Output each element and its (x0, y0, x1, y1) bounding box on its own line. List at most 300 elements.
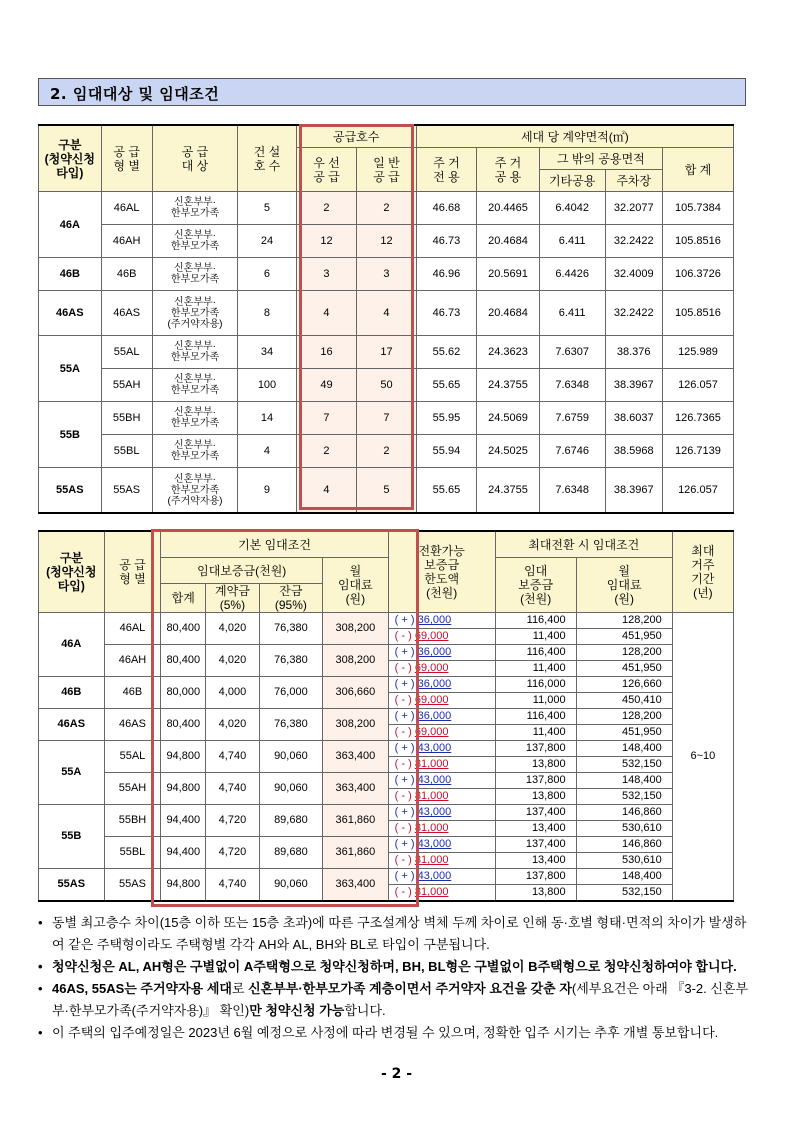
sum-cell: 94,800 (161, 869, 206, 902)
rent-cell: 361,860 (323, 805, 389, 837)
balance-cell: 90,060 (259, 869, 322, 902)
table-cell: 46.68 (416, 192, 477, 225)
max-deposit-plus: 137,800 (495, 773, 576, 789)
text-span: 69,000 (414, 630, 449, 642)
text-span: 형 별 (113, 158, 140, 173)
table-cell: 17 (357, 336, 416, 369)
text-span: 타입) (56, 165, 84, 180)
group-cell: 46A (39, 192, 102, 258)
table-cell (152, 402, 238, 435)
basic-conditions-highlight (151, 529, 419, 907)
text-span: (원) (614, 592, 634, 606)
table-cell: 55BL (101, 435, 152, 468)
table-cell (152, 291, 238, 336)
max-deposit-minus: 13,400 (495, 821, 576, 837)
table-cell: 55.62 (416, 336, 477, 369)
text-span: (청약신청 (46, 565, 97, 579)
type-cell: 46B (104, 677, 161, 709)
group-cell: 55B (39, 402, 102, 468)
group-cell: 55A (39, 741, 105, 805)
table-cell (152, 435, 238, 468)
text-span: 신혼부부· (174, 440, 216, 451)
max-rent-minus: 530,610 (576, 853, 672, 869)
table-cell: 2 (357, 192, 416, 225)
table-cell: 4 (238, 435, 296, 468)
text-span: (천원) (426, 586, 458, 600)
max-rent-plus: 128,200 (576, 709, 672, 725)
table-cell: 32.2422 (605, 291, 662, 336)
text-span: 우 선 (313, 155, 340, 170)
table-cell: 38.376 (605, 336, 662, 369)
text-span: (주거약자용) (167, 318, 223, 330)
text-span: 81,000 (414, 790, 449, 802)
text-span: 신혼부부· (174, 296, 216, 308)
text-span: 거주 (691, 558, 715, 572)
table-cell: 7.6759 (539, 402, 605, 435)
text-span: 공 용 (494, 169, 522, 184)
text-span: (95%) (274, 598, 307, 612)
table-cell: 7.6348 (539, 468, 605, 514)
section-title-bar (38, 78, 746, 106)
table-cell: 2 (296, 435, 357, 468)
max-rent-plus: 146,860 (576, 805, 672, 821)
max-deposit-minus: 13,800 (495, 789, 576, 805)
table-cell: 34 (238, 336, 296, 369)
group-cell: 46B (39, 677, 105, 709)
max-rent-plus: 128,200 (576, 613, 672, 629)
text-span: ( - ) (394, 726, 412, 738)
max-rent-minus: 451,950 (576, 629, 672, 645)
table-cell: 20.5691 (477, 258, 540, 291)
text-span: 81,000 (414, 822, 449, 834)
balance-cell: 90,060 (259, 773, 322, 805)
table-cell: 4 (296, 468, 357, 514)
group-cell: 55A (39, 336, 102, 402)
text-span: 공 급 (181, 144, 209, 159)
max-rent-minus: 530,610 (576, 821, 672, 837)
max-deposit-plus: 137,800 (495, 741, 576, 757)
text-span: 임대 (524, 564, 548, 578)
text-span: (청약신청 (44, 151, 95, 166)
down-cell: 4,000 (206, 677, 260, 709)
header-other: 그 밖의 공용면적 (539, 148, 662, 170)
table-cell: 55.94 (416, 435, 477, 468)
sum-cell: 80,000 (161, 677, 206, 709)
supply-units-highlight (299, 124, 414, 510)
text-span: 공 급 (373, 169, 400, 184)
table-cell: 32.2422 (605, 225, 662, 258)
header-sum: 합계 (161, 584, 206, 613)
sum-cell: 80,400 (161, 613, 206, 645)
text-span: 로 (231, 981, 249, 996)
table-cell: 50 (357, 369, 416, 402)
text-span: 한부모가족 (170, 484, 220, 496)
table-cell: 55.65 (416, 369, 477, 402)
max-rent-plus: 148,400 (576, 773, 672, 789)
max-rent-minus: 532,150 (576, 757, 672, 773)
text-span: ( - ) (394, 790, 412, 802)
table-cell: 5 (238, 192, 296, 225)
table-cell: 46B (101, 258, 152, 291)
max-deposit-plus: 116,400 (495, 709, 576, 725)
table-cell: 24.3755 (477, 369, 540, 402)
down-cell: 4,020 (206, 645, 260, 677)
note-item: • 46AS, 55AS는 주거약자용 세대로 신혼부부·한부모가족 계층이면서 주거약자 요건을 갖춘 자(세부요건은 아래 『3-2. 신혼부부·한부모가족(주거약자용)』 확인)만 청약신청 가능합니다. (38, 978, 758, 1022)
group-cell: 46B (39, 258, 102, 291)
rent-cell: 308,200 (323, 709, 389, 741)
sum-cell: 94,400 (161, 837, 206, 869)
sum-cell: 94,800 (161, 773, 206, 805)
table-cell: 4 (296, 291, 357, 336)
table-cell: 6.411 (539, 291, 605, 336)
type-cell: 55BH (104, 805, 161, 837)
table-cell: 126.7139 (662, 435, 733, 468)
balance-cell: 89,680 (259, 837, 322, 869)
group-cell: 46AS (39, 709, 105, 741)
text-span: ( + ) (394, 806, 415, 818)
table-cell: 49 (296, 369, 357, 402)
max-deposit-minus: 13,800 (495, 757, 576, 773)
text-span: 43,000 (417, 774, 452, 786)
sum-cell: 94,400 (161, 805, 206, 837)
table-cell: 55BH (101, 402, 152, 435)
max-rent-minus: 451,950 (576, 661, 672, 677)
table-cell: 5 (357, 468, 416, 514)
text-span: 이 주택의 입주예정일은 2023년 6월 예정으로 사정에 따라 변경될 수 있으며, 정확한 입주 시기는 추후 개별 통보합니다. (52, 1025, 719, 1040)
text-span: 81,000 (414, 854, 449, 866)
table-cell: 20.4684 (477, 225, 540, 258)
text-span: 형 별 (119, 572, 146, 586)
note-item (38, 956, 758, 978)
down-cell: 4,740 (206, 869, 260, 902)
text-span: 대 상 (181, 158, 209, 173)
table-cell: 46.73 (416, 291, 477, 336)
table-cell: 38.5968 (605, 435, 662, 468)
text-span: 한부모가족 (170, 241, 220, 252)
header-max-deposit (495, 558, 576, 613)
table-cell: 46.96 (416, 258, 477, 291)
table-cell: 6 (238, 258, 296, 291)
table-cell: 38.6037 (605, 402, 662, 435)
text-span: ( - ) (394, 758, 412, 770)
header-group (39, 531, 105, 613)
down-cell: 4,720 (206, 805, 260, 837)
table-cell: 7.6307 (539, 336, 605, 369)
header-total: 합 계 (662, 148, 733, 192)
type-cell: 55AH (104, 773, 161, 805)
text-span: 공 급 (313, 169, 340, 184)
text-span: 월 (349, 564, 362, 578)
text-span: 호 수 (253, 158, 281, 173)
header-area: 세대 당 계약면적(㎡) (416, 125, 733, 148)
text-span: ( + ) (394, 742, 415, 754)
text-span: 신혼부부· (174, 473, 216, 485)
max-deposit-plus: 116,400 (495, 645, 576, 661)
text-span: 신혼부부· (174, 374, 216, 385)
group-cell: 55AS (39, 869, 105, 902)
table-cell: 32.2077 (605, 192, 662, 225)
text-span: 보증금 (424, 558, 460, 572)
text-span: 43,000 (417, 806, 452, 818)
sum-cell: 80,400 (161, 709, 206, 741)
table-cell: 55AL (101, 336, 152, 369)
max-rent-plus: 146,860 (576, 837, 672, 853)
table-cell: 20.4465 (477, 192, 540, 225)
group-cell: 46AS (39, 291, 102, 336)
text-span: 합니다. (344, 1003, 386, 1018)
table-cell (152, 468, 238, 514)
table-cell: 8 (238, 291, 296, 336)
text-span: 36,000 (417, 614, 452, 626)
text-span: • (38, 915, 43, 930)
text-span: • (38, 959, 43, 974)
header-period (672, 531, 733, 613)
text-span: 43,000 (417, 870, 452, 882)
header-basic: 기본 임대조건 (161, 531, 388, 558)
type-cell: 46AH (104, 645, 161, 677)
rent-cell: 363,400 (323, 869, 389, 902)
text-span: 69,000 (414, 662, 449, 674)
group-cell: 55B (39, 805, 105, 869)
type-cell: 46AL (104, 613, 161, 645)
table-cell: 125.989 (662, 336, 733, 369)
table-cell: 24.5069 (477, 402, 540, 435)
header-units (238, 125, 296, 192)
table-cell: 7 (296, 402, 357, 435)
text-span: 한부모가족 (170, 274, 220, 285)
note-item (38, 912, 758, 956)
header-parking: 주차장 (605, 170, 662, 192)
type-cell: 55BL (104, 837, 161, 869)
max-deposit-plus: 116,400 (495, 613, 576, 629)
balance-cell: 76,380 (259, 645, 322, 677)
text-span: 최대 (691, 544, 715, 558)
text-span: (년) (693, 586, 713, 600)
table-cell: 55AS (101, 468, 152, 514)
table-cell: 105.8516 (662, 225, 733, 258)
down-cell: 4,740 (206, 773, 260, 805)
table-cell: 55AH (101, 369, 152, 402)
text-span: • (38, 981, 43, 996)
text-span: 한부모가족 (170, 307, 220, 319)
max-deposit-plus: 137,400 (495, 805, 576, 821)
header-max-conversion: 최대전환 시 임대조건 (495, 531, 672, 558)
max-rent-minus: 451,950 (576, 725, 672, 741)
text-span: 공 급 (113, 144, 140, 159)
table-cell: 2 (357, 435, 416, 468)
text-span: 81,000 (414, 758, 449, 770)
table-cell: 100 (238, 369, 296, 402)
text-span: 69,000 (414, 694, 449, 706)
text-span: ( + ) (394, 710, 415, 722)
table-cell: 46.73 (416, 225, 477, 258)
down-cell: 4,740 (206, 741, 260, 773)
balance-cell: 89,680 (259, 805, 322, 837)
table-cell: 12 (357, 225, 416, 258)
table-cell: 9 (238, 468, 296, 514)
sum-cell: 80,400 (161, 645, 206, 677)
text-span: 전 용 (433, 169, 460, 184)
max-rent-plus: 128,200 (576, 645, 672, 661)
table-cell: 6.4042 (539, 192, 605, 225)
text-span: ( + ) (394, 838, 415, 850)
max-deposit-plus: 116,000 (495, 677, 576, 693)
text-span: 주 거 (494, 155, 522, 170)
max-rent-minus: 532,150 (576, 885, 672, 902)
max-rent-minus: 532,150 (576, 789, 672, 805)
text-span: 43,000 (417, 742, 452, 754)
text-span: 임대료 (606, 578, 642, 592)
table-cell (152, 258, 238, 291)
table-cell: 24.3623 (477, 336, 540, 369)
table-cell: 105.8516 (662, 291, 733, 336)
max-rent-plus: 148,400 (576, 869, 672, 885)
max-rent-plus: 148,400 (576, 741, 672, 757)
header-exclusive (416, 148, 477, 192)
text-span: ( + ) (394, 614, 415, 626)
text-span: 36,000 (417, 678, 452, 690)
text-span: ( - ) (394, 822, 412, 834)
text-span: ( - ) (394, 854, 412, 866)
table-cell (152, 192, 238, 225)
rent-cell: 363,400 (323, 773, 389, 805)
balance-cell: 90,060 (259, 741, 322, 773)
text-span: 한부모가족 (170, 418, 220, 429)
period-cell: 6~10 (672, 613, 733, 902)
balance-cell: 76,380 (259, 709, 322, 741)
text-span: 기간 (691, 572, 715, 586)
text-span: ( + ) (394, 774, 415, 786)
group-cell: 55AS (39, 468, 102, 514)
header-type (101, 125, 152, 192)
text-span: ( + ) (394, 678, 415, 690)
text-span: 일 반 (373, 155, 400, 170)
notes (38, 912, 758, 1044)
note-item (38, 1022, 758, 1044)
section-title: 2. 임대대상 및 임대조건 (50, 85, 220, 103)
table-cell: 38.3967 (605, 369, 662, 402)
text-span: 임대료 (337, 578, 373, 592)
type-cell: 55AL (104, 741, 161, 773)
table-cell: 105.7384 (662, 192, 733, 225)
table-cell: 7.6348 (539, 369, 605, 402)
table-cell: 12 (296, 225, 357, 258)
table-cell: 4 (357, 291, 416, 336)
max-deposit-minus: 11,000 (495, 693, 576, 709)
table-cell: 38.3967 (605, 468, 662, 514)
max-deposit-minus: 11,400 (495, 725, 576, 741)
header-group (39, 125, 102, 192)
table-cell: 24.5025 (477, 435, 540, 468)
balance-cell: 76,380 (259, 613, 322, 645)
sum-cell: 94,800 (161, 741, 206, 773)
table-cell: 55.65 (416, 468, 477, 514)
table-cell: 3 (357, 258, 416, 291)
header-deposit: 임대보증금(천원) (161, 558, 323, 584)
table-cell: 3 (296, 258, 357, 291)
header-target (152, 125, 238, 192)
text-span: 한부모가족 (170, 451, 220, 462)
text-span: 청약신청은 AL, AH형은 구별없이 A주택형으로 청약신청하며, BH, BL형은 구별없이 B주택형으로 청약신청하여야 합니다. (52, 959, 737, 974)
header-supply: 공급호수 (296, 125, 416, 148)
text-span: 월 (618, 564, 630, 578)
text-span: (원) (345, 592, 366, 606)
table-cell: 2 (296, 192, 357, 225)
text-span: 69,000 (414, 726, 449, 738)
down-cell: 4,020 (206, 613, 260, 645)
text-span: 36,000 (417, 710, 452, 722)
page-number: - 2 - (380, 1066, 413, 1082)
text-span: 건 설 (253, 144, 281, 159)
text-span: ( + ) (394, 646, 415, 658)
text-span: 43,000 (417, 838, 452, 850)
table-cell: 7 (357, 402, 416, 435)
down-cell: 4,020 (206, 709, 260, 741)
text-span: ( - ) (394, 886, 412, 898)
table-cell: 16 (296, 336, 357, 369)
down-cell: 4,720 (206, 837, 260, 869)
max-deposit-minus: 13,800 (495, 885, 576, 902)
text-span: 한부모가족 (170, 385, 220, 396)
table-cell: 46AL (101, 192, 152, 225)
type-cell: 55AS (104, 869, 161, 902)
text-span: 한부모가족 (170, 208, 220, 219)
text-span: (천원) (520, 592, 552, 606)
table-cell (152, 336, 238, 369)
balance-cell: 76,000 (259, 677, 322, 709)
text-span: 구분 (59, 551, 83, 565)
text-span: (세부요건은 아래 『3-2. 신혼부부·한부모가족(주거약자용)』 확인) (52, 981, 749, 1018)
max-rent-minus: 450,410 (576, 693, 672, 709)
text-span: ( - ) (394, 662, 412, 674)
rent-cell: 306,660 (323, 677, 389, 709)
text-span: 주 거 (433, 155, 460, 170)
text-span: 36,000 (417, 646, 452, 658)
text-span: 계약금 (215, 584, 250, 598)
text-span: 신혼부부· (174, 230, 216, 241)
text-span: 신혼부부· (174, 341, 216, 352)
header-common (477, 148, 540, 192)
table-cell: 6.411 (539, 225, 605, 258)
max-deposit-plus: 137,800 (495, 869, 576, 885)
rent-cell: 361,860 (323, 837, 389, 869)
table-cell: 20.4684 (477, 291, 540, 336)
table-cell: 46AS (101, 291, 152, 336)
table-cell (152, 225, 238, 258)
text-span: 보증금 (518, 578, 554, 592)
text-span: 81,000 (414, 886, 449, 898)
text-span: 전환가능 (418, 544, 465, 558)
table-cell (152, 369, 238, 402)
rent-cell: 308,200 (323, 645, 389, 677)
table-cell: 46AH (101, 225, 152, 258)
text-span: 동별 최고층수 차이(15층 이하 또는 15층 초과)에 따른 구조설계상 벽체 두께 차이로 인해 동·호별 형태·면적의 차이가 발생하여 같은 주택형이라도 주택형별 각각 AH와 AL, BH와 BL로 타입이 구분됩니다. (52, 915, 747, 952)
text-span: 타입) (57, 579, 85, 593)
text-span: • (38, 1025, 43, 1040)
rent-cell: 308,200 (323, 613, 389, 645)
table-cell: 126.7365 (662, 402, 733, 435)
table-cell: 24 (238, 225, 296, 258)
text-span: 잔금 (279, 584, 303, 598)
text-span: ( - ) (394, 694, 412, 706)
text-span: (5%) (219, 598, 246, 612)
max-deposit-minus: 11,400 (495, 661, 576, 677)
text-span: 신혼부부· (174, 407, 216, 418)
text-span: 한부모가족 (170, 352, 220, 363)
text-span: 한도액 (424, 572, 460, 586)
table-cell: 106.3726 (662, 258, 733, 291)
text-span: 구분 (58, 137, 82, 152)
